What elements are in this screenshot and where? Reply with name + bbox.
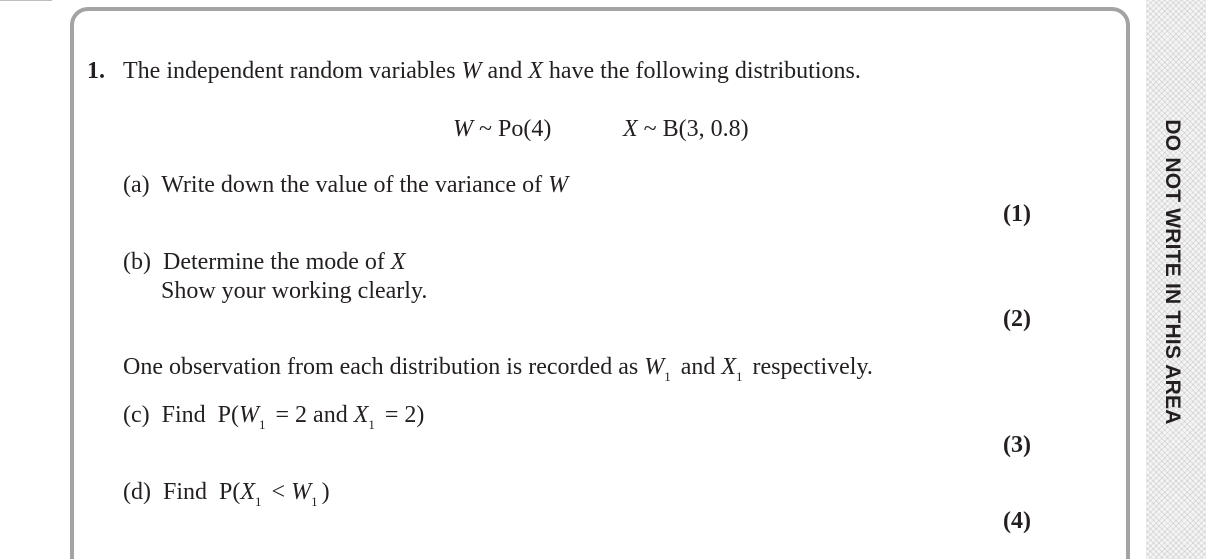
question-number: 1. (87, 58, 105, 84)
part-b-line2: Show your working clearly. (161, 278, 428, 304)
distribution-w: W ~ Po(4) (453, 116, 552, 142)
distribution-x: X ~ B(3, 0.8) (623, 116, 749, 142)
marks-d: (4) (1003, 508, 1031, 534)
marks-a: (1) (1003, 201, 1031, 227)
part-c: (c) Find $P(W_1 = 2$ and $X_1 = 2$) (123, 402, 425, 432)
part-b: (b) Determine the mode of X (123, 249, 406, 275)
marks-c: (3) (1003, 432, 1031, 458)
observation-text: One observation from each distribution is recorded as $W_1$ and $X_1$ respectively. (123, 354, 873, 384)
margin-warning: DO NOT WRITE IN THIS AREA (1161, 119, 1184, 425)
top-rule (0, 0, 52, 1)
part-a: (a) Write down the value of the variance of W (123, 172, 569, 198)
question-intro: The independent random variables W and X have the following distributions. (123, 58, 861, 84)
part-d: (d) Find $P(X_1 < W_1$ ) (123, 479, 330, 509)
marks-b: (2) (1003, 306, 1031, 332)
